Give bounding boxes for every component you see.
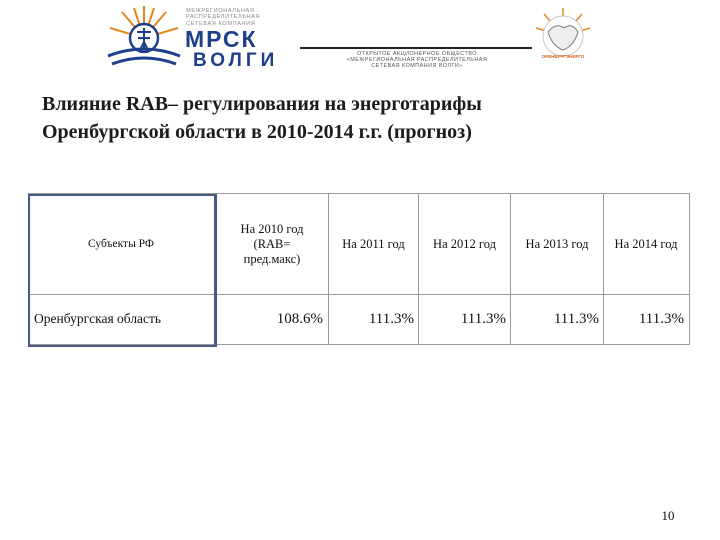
value-2012: 111.3%	[460, 310, 506, 327]
column-header-2012: На 2012 год	[433, 236, 496, 251]
page-number: 10	[661, 508, 675, 523]
company-subtitle: ОТКРЫТОЕ АКЦИОНЕРНОЕ ОБЩЕСТВО «МЕЖРЕГИОНАЛЬНАЯ РАСПРЕДЕЛИТЕЛЬНАЯ СЕТЕВАЯ КОМПАНИЯ ВОЛГИ»	[346, 51, 488, 70]
company-descriptor: МЕЖРЕГИОНАЛЬНАЯ РАСПРЕДЕЛИТЕЛЬНАЯ СЕТЕВАЯ КОМПАНИЯ	[186, 8, 261, 27]
table-border	[689, 193, 690, 345]
column-header-2011: На 2011 год	[342, 236, 405, 251]
mrsk-sun-logo-icon	[104, 2, 184, 74]
value-2010: 108.6%	[276, 310, 323, 327]
column-header-2013: На 2013 год	[525, 236, 589, 251]
table-row-subject: Оренбургская область	[34, 311, 162, 326]
value-2013: 111.3%	[553, 310, 599, 327]
value-2011: 111.3%	[368, 310, 414, 327]
slide-title-line2: Оренбургской области в 2010-2014 г.г. (прогноз)	[42, 121, 472, 143]
slide-title	[42, 90, 692, 146]
column-header-2010: На 2010 год (RAB= пред.макс)	[240, 221, 304, 266]
region-logo-label: ОРЕНБУРГЭНЕРГО	[541, 54, 585, 59]
column-header-subject: Субъекты РФ	[88, 237, 154, 250]
slide-title-line1: Влияние RAB– регулирования на энерготарифы	[42, 93, 482, 115]
column-header-2014: На 2014 год	[614, 236, 678, 251]
header-divider	[300, 47, 532, 49]
value-2014: 111.3%	[638, 310, 684, 327]
company-name-line2: ВОЛГИ	[193, 50, 279, 71]
company-name-line1: МРСК	[185, 26, 258, 52]
